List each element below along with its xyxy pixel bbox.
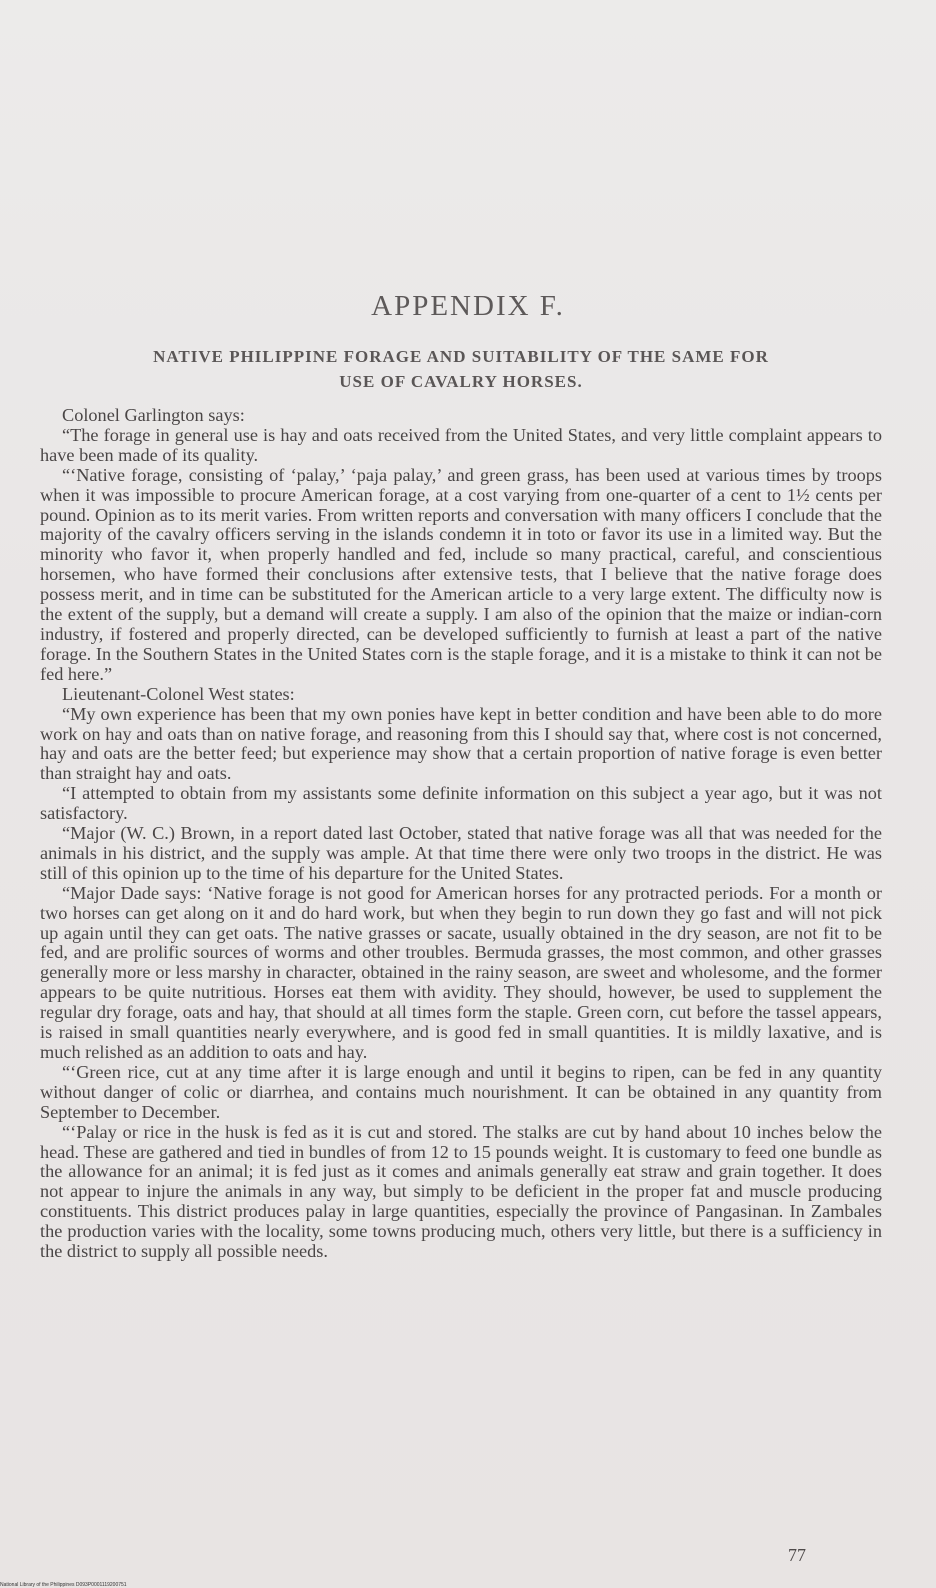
footer-credit: National Library of the Philippines D093P0001119200751 [0, 1582, 127, 1588]
paragraph: “‘Green rice, cut at any time after it is large enough and until it begins to ripen, can be fed in any quantity without danger of colic or diarrhea, and contains much nourishment. It can be obtained in any quantity from September to December. [40, 1061, 882, 1122]
appendix-title: APPENDIX F. [371, 290, 565, 322]
paragraph: “The forage in general use is hay and oats received from the United States, and very little complaint appears to have been made of its quality. [40, 424, 882, 465]
paragraph: “My own experience has been that my own ponies have kept in better condition and have been able to do more work on hay and oats than on native forage, and reasoning from this I should say that, where cost is not concerned, hay and oats are the better feed; but experience may show that a certain proportion of native forage is even better than straight hay and oats. [40, 703, 882, 784]
paragraph: “Major Dade says: ‘Native forage is not good for American horses for any protracted periods. For a month or two horses can get along on it and do hard work, but when they begin to run down they go fast and will not pick up again until they can get oats. The native grasses or sacate, usually obtained in the dry season, are not fit to be fed, and are prolific sources of worms and other troubles. Bermuda grasses, the most common, and other grasses generally more or less marshy in character, obtained in the rainy season, are sweet and wholesome, and the former appears to be quite nutritious. Horses eat them with avidity. They should, however, be used to supplement the regular dry forage, oats and hay, that should at all times form the staple. Green corn, cut before the tassel appears, is raised in small quantities nearly everywhere, and is good fed in small quantities. It is mildly laxative, and is much relished as an addition to oats and hay. [40, 882, 882, 1062]
paragraph: “I attempted to obtain from my assistants some definite information on this subject a year ago, but it was not satisfactory. [40, 783, 882, 824]
paragraph: “Major (W. C.) Brown, in a report dated last October, stated that native forage was all that was needed for the animals in his district, and the supply was ample. At that time there were only two troops in the district. He was still of this opinion up to the time of his departure for the United States. [40, 823, 882, 883]
section-heading-line-2: USE OF CAVALRY HORSES. [339, 372, 583, 391]
paragraph: Colonel Garlington says: [62, 405, 245, 425]
paragraph: “‘Native forage, consisting of ‘palay,’ ‘paja palay,’ and green grass, has been used at various times by troops when it was impossible to procure American forage, at a cost varying from one-quarter of a cent to 1½ cents per pound. Opinion as to its merit varies. From written reports and conversation with many officers I conclude that the majority of the cavalry officers serving in the islands condemn it in toto or favor its use in a limited way. But the minority who favor it, when properly handled and fed, include so many practical, careful, and conscientious horsemen, who have formed their conclusions after extensive tests, that I believe that the native forage does possess merit, and in time can be substituted for the American article to a very large extent. The difficulty now is the extent of the supply, but a demand will create a supply. I am also of the opinion that the maize or indian-corn industry, if fostered and properly directed, can be developed sufficiently to furnish at least a part of the native forage. In the Southern States in the United States corn is the staple forage, and it is a mistake to think it can not be fed here.” [40, 464, 882, 684]
paragraph: “‘Palay or rice in the husk is fed as it is cut and stored. The stalks are cut by hand about 10 inches below the head. These are gathered and tied in bundles of from 12 to 15 pounds weight. It is customary to feed one bundle as the allowance for an animal; it is fed just as it comes and animals generally eat straw and grain together. It does not appear to injure the animals in any way, but simply to be deficient in the proper fat and muscle producing constituents. This district produces palay in large quantities, especially the province of Pangasinan. In Zambales the production varies with the locality, some towns producing much, others very little, but there is a sufficiency in the district to supply all possible needs. [40, 1121, 882, 1262]
section-heading-line-1: NATIVE PHILIPPINE FORAGE AND SUITABILITY OF THE SAME FOR [153, 347, 769, 366]
section-heading [40, 344, 882, 394]
body-text [40, 406, 882, 1262]
paragraph: Lieutenant-Colonel West states: [62, 683, 295, 704]
page-number: 77 [788, 1545, 806, 1565]
